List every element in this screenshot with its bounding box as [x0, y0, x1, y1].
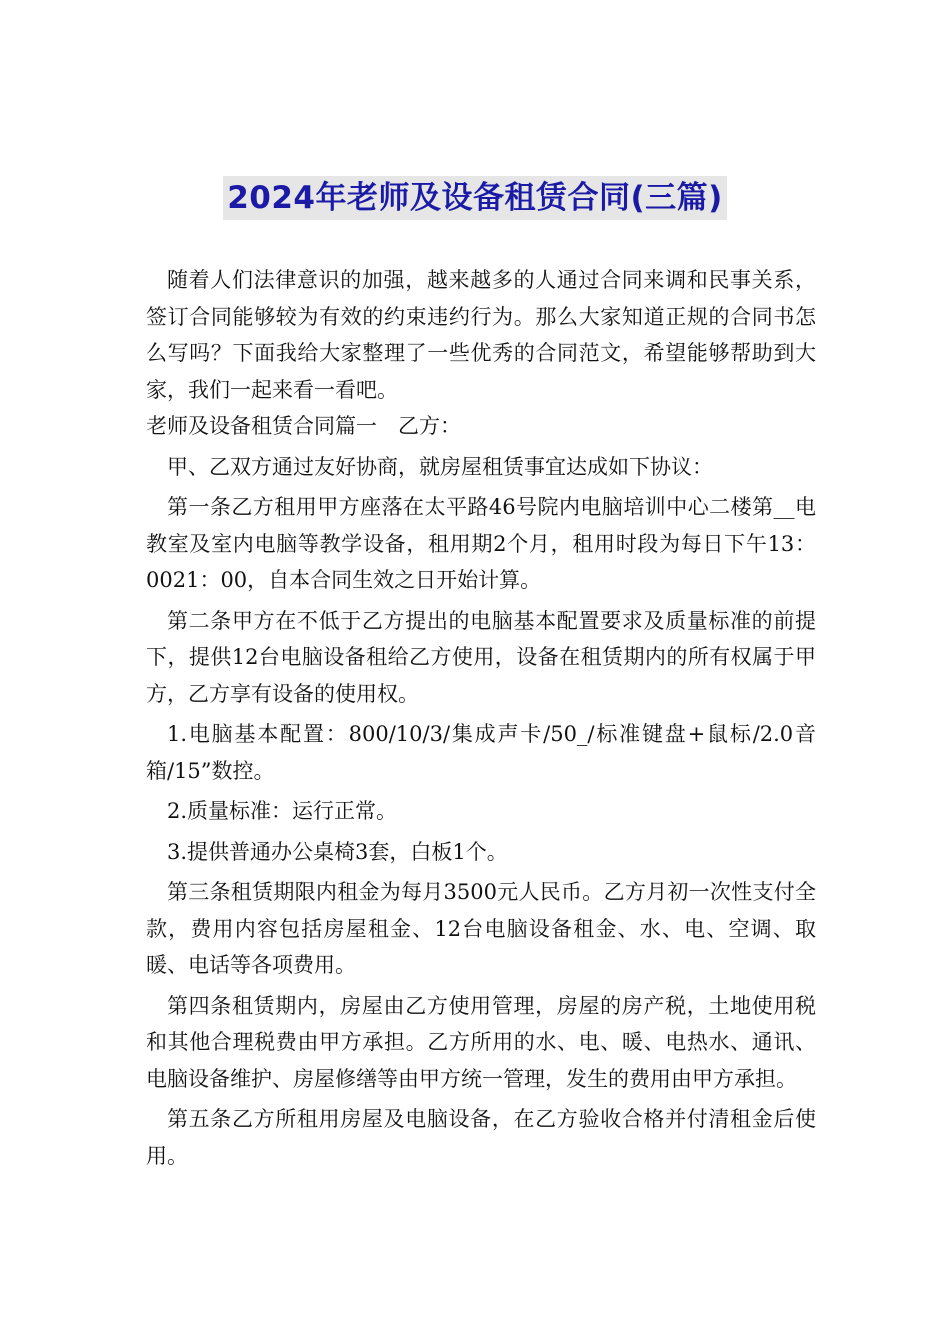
paragraph-intro: 随着人们法律意识的加强，越来越多的人通过合同来调和民事关系，签订合同能够较为有效的约束违约行为。那么大家知道正规的合同书怎么写吗？下面我给大家整理了一些优秀的合同范文，希望能够帮助到大家，我们一起来看一看吧。 — [146, 268, 816, 402]
document-title: 2024年老师及设备租赁合同(三篇) — [223, 176, 727, 220]
document-body — [146, 262, 816, 1174]
article-3: 第三条租赁期限内租金为每月3500元人民币。乙方月初一次性支付全款，费用内容包括房屋租金、12台电脑设备租金、水、电、空调、取暖、电话等各项费用。 — [146, 880, 816, 977]
list-item-furniture: 3.提供普通办公桌椅3套，白板1个。 — [167, 839, 508, 864]
title-container — [0, 176, 950, 220]
article-5: 第五条乙方所租用房屋及电脑设备，在乙方验收合格并付清租金后使用。 — [146, 1107, 816, 1168]
article-2: 第二条甲方在不低于乙方提出的电脑基本配置要求及质量标准的前提下，提供12台电脑设备租给乙方使用，设备在租赁期内的所有权属于甲方，乙方享有设备的使用权。 — [146, 608, 816, 706]
section-heading: 老师及设备租赁合同篇一 乙方： — [146, 414, 461, 438]
list-item-quality: 2.质量标准：运行正常。 — [167, 799, 398, 823]
article-4: 第四条租赁期内，房屋由乙方使用管理，房屋的房产税，土地使用税和其他合理税费由甲方承担。乙方所用的水、电、暖、电热水、通讯、电脑设备维护、房屋修缮等由甲方统一管理，发生的费用由甲方承担。 — [146, 993, 816, 1091]
article-1: 第一条乙方租用甲方座落在太平路46号院内电脑培训中心二楼第__电教室及室内电脑等教学设备，租用期2个月，租用时段为每日下午13：0021：00，自本合同生效之日开始计算。 — [146, 495, 816, 592]
paragraph-agreement: 甲、乙双方通过友好协商，就房屋租赁事宜达成如下协议： — [167, 454, 713, 479]
list-item-config: 1.电脑基本配置：800/10/3/集成声卡/50_/标准键盘+鼠标/2.0音箱/15”数控。 — [146, 722, 816, 783]
